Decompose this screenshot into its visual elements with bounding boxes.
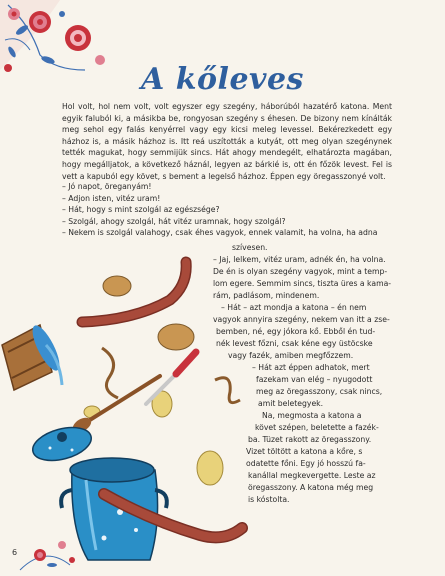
column-line: öregasszony. A katona még meg — [248, 483, 374, 492]
column-line: vagyok annyira szegény, nekem van itt a zse- — [213, 315, 390, 324]
story-title: A kőleves — [141, 62, 304, 98]
column-line: meg az öregasszony, csak nincs, — [256, 387, 383, 396]
column-line: is kóstolta. — [248, 495, 290, 504]
column-line: rám, padlásom, mindenem. — [213, 291, 320, 300]
dialog-line: – Adjon isten, vitéz uram! — [62, 193, 161, 203]
column-line: odatette főni. Egy jó hosszú fa- — [246, 459, 366, 468]
column-line: amit beletegyek. — [258, 399, 324, 408]
sausage-top — [82, 262, 186, 322]
dialog-continuation: szívesen. — [232, 243, 268, 252]
dialog-line: – Szolgál, ahogy szolgál, hát vitéz uramnak, hogy szolgál? — [62, 216, 286, 226]
column-line: fazekam van elég – nyugodott — [256, 375, 373, 384]
column-line: vagy fazék, amiben megfőzzem. — [228, 351, 354, 360]
column-line: bemben, né, egy jókora kő. Ebből én tud- — [216, 327, 376, 336]
column-line: – Hát – azt mondja a katona – én nem — [221, 303, 367, 312]
column-line: nék levest főzni, csak kéne egy üstöcske — [216, 339, 373, 348]
dialog-list — [62, 181, 382, 239]
column-line: De én is olyan szegény vagyok, mint a temp- — [213, 267, 388, 276]
column-line: Na, megmosta a katona a — [262, 411, 362, 420]
column-line: követ szépen, beletette a fazék- — [255, 423, 379, 432]
column-line: ba. Tüzet rakott az öregasszony. — [248, 435, 372, 444]
blue-pot — [61, 458, 167, 560]
column-line: Vizet töltött a katona a kőre, s — [246, 447, 363, 456]
dialog-line: – Nekem is szolgál valahogy, csak éhes vagyok, ennek valamit, ha volna, ha adna — [62, 228, 378, 238]
intro-paragraph: Hol volt, hol nem volt, volt egyszer egy szegény, háborúból hazatérő katona. Ment egyik faluból ki, a másikba be, rongyosan szegény s éhesen. De bizony nem kínálták meg sehol egy falás kenyérrel vagy egy kicsi meleg levessel. Bekérezkedett egy házhoz is, a másik házhoz is. Itt reá uszították a kutyát, ott meg olyan szegénynek tették magukat, hogy semmijük sincs. Hát ahogy mendegélt, elhatározta magában, hogy megálljatok, a következő háznál, legyen az bárkié is, ott én főzök levest. Fel is vett a kapuból egy követ, s bement a legelső házhoz. Éppen egy öregasszonyé volt. — [62, 102, 392, 181]
dialog-line: – Jó napot, öreganyám! — [62, 182, 152, 191]
wooden-bucket — [2, 322, 64, 390]
column-line: – Jaj, lelkem, vitéz uram, adnék én, ha volna. — [213, 255, 386, 264]
page-number: 6 — [12, 548, 18, 557]
column-line: lom egere. Semmim sincs, tiszta üres a kama- — [213, 279, 392, 288]
column-line: kanállal megkevergette. Leste az — [248, 471, 376, 480]
dialog-line: – Hát, hogy s mint szolgál az egészsége? — [62, 205, 220, 215]
floral-ornament-bottom — [20, 541, 75, 570]
column-line: – Hát azt éppen adhatok, mert — [252, 363, 370, 372]
potato-peels — [102, 348, 240, 403]
